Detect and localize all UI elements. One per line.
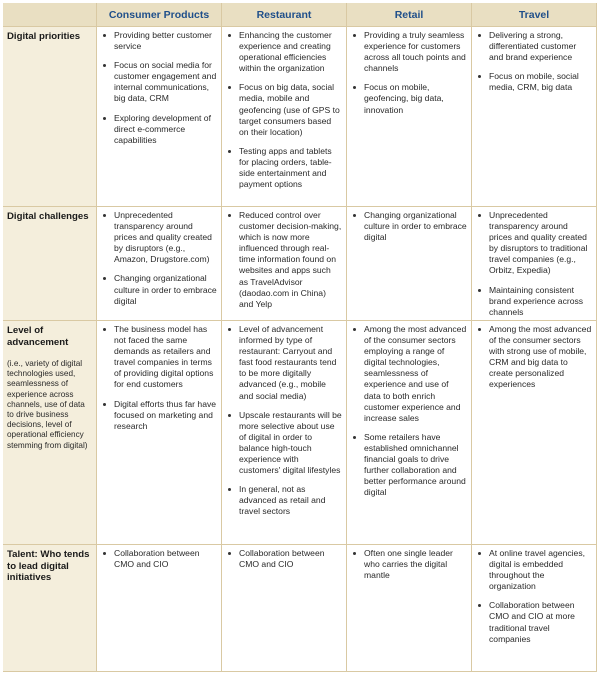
bullet-item: Digital efforts thus far have focused on marketing and research bbox=[101, 399, 217, 432]
table-cell-travel bbox=[472, 321, 597, 545]
bullet-list bbox=[476, 324, 592, 391]
bullet-item: Providing a truly seamless experience for customers across all touch points and channels bbox=[351, 30, 467, 74]
bullet-item: Reduced control over customer decision-making, which is now more influenced through real-time information found on websites and apps such as TravelAdvisor (daodao.com in China) and Yelp bbox=[226, 210, 342, 310]
bullet-item: Delivering a strong, differentiated customer and brand experience bbox=[476, 30, 592, 63]
bullet-item: Focus on big data, social media, mobile and geofencing (use of GPS to target consumers based on their location) bbox=[226, 82, 342, 137]
table-cell-restaurant bbox=[222, 545, 347, 672]
row-title: Digital challenges bbox=[7, 211, 89, 222]
bullet-item: In general, not as advanced as retail and travel sectors bbox=[226, 484, 342, 517]
row-title: Digital priorities bbox=[7, 31, 81, 42]
bullet-item: At online travel agencies, digital is embedded throughout the organization bbox=[476, 548, 592, 592]
table-cell-consumer-products bbox=[97, 27, 222, 207]
table-cell-travel bbox=[472, 545, 597, 672]
table-cell-consumer-products bbox=[97, 207, 222, 321]
bullet-item: Focus on social media for customer engagement and internal communications, big data, CRM bbox=[101, 60, 217, 104]
table-cell-restaurant bbox=[222, 321, 347, 545]
table-corner bbox=[3, 3, 97, 27]
row-header bbox=[3, 321, 97, 545]
table-cell-restaurant bbox=[222, 207, 347, 321]
bullet-item: Exploring development of direct e-commerce capabilities bbox=[101, 113, 217, 146]
bullet-item: Collaboration between CMO and CIO bbox=[101, 548, 217, 570]
bullet-list bbox=[226, 548, 342, 570]
bullet-list bbox=[101, 30, 217, 146]
row-note: (i.e., variety of digital technologies used, seamlessness of experience across channels, use of data to drive business decisions, level of operational efficiency stemming from digital) bbox=[7, 359, 88, 450]
table-cell-consumer-products bbox=[97, 545, 222, 672]
bullet-item: Often one single leader who carries the digital mantle bbox=[351, 548, 467, 581]
bullet-item: Among the most advanced of the consumer sectors employing a range of digital technologies, seamlessness of experience and use of data to both enrich customer experience and increase sales bbox=[351, 324, 467, 424]
bullet-item: Collaboration between CMO and CIO bbox=[226, 548, 342, 570]
bullet-item: Among the most advanced of the consumer sectors with strong use of mobile, CRM and big data to create personalized experiences bbox=[476, 324, 592, 391]
bullet-item: Level of advancement informed by type of restaurant: Carryout and fast food restaurants tend to be more digitally advanced (e.g., mobile and social media) bbox=[226, 324, 342, 402]
bullet-item: Testing apps and tablets for placing orders, table-side entertainment and payment options bbox=[226, 146, 342, 190]
bullet-list bbox=[226, 30, 342, 190]
bullet-item: Maintaining consistent brand experience across channels bbox=[476, 285, 592, 318]
bullet-item: Enhancing the customer experience and creating operational efficiencies within the organization bbox=[226, 30, 342, 74]
bullet-list bbox=[476, 548, 592, 645]
bullet-item: Some retailers have established omnichannel financial goals to drive further collaboration and better performance around digital bbox=[351, 432, 467, 499]
bullet-item: The business model has not faced the same demands as retailers and travel companies in terms of providing digital options for end customers bbox=[101, 324, 217, 391]
row-title: Talent: Who tends to lead digital initiatives bbox=[7, 549, 90, 583]
table-cell-consumer-products bbox=[97, 321, 222, 545]
bullet-item: Changing organizational culture in order to embrace digital bbox=[351, 210, 467, 243]
comparison-table bbox=[3, 3, 597, 672]
bullet-list bbox=[226, 324, 342, 518]
table-cell-restaurant bbox=[222, 27, 347, 207]
bullet-item: Changing organizational culture in order to embrace digital bbox=[101, 273, 217, 306]
bullet-list bbox=[101, 210, 217, 307]
row-header bbox=[3, 545, 97, 672]
table-cell-travel bbox=[472, 27, 597, 207]
table-cell-retail bbox=[347, 207, 472, 321]
bullet-item: Unprecedented transparency around prices and quality created by disruptors (e.g., Amazon, Drugstore.com) bbox=[101, 210, 217, 265]
column-header-restaurant: Restaurant bbox=[222, 3, 347, 27]
bullet-list bbox=[351, 548, 467, 581]
row-header bbox=[3, 27, 97, 207]
bullet-item: Focus on mobile, geofencing, big data, innovation bbox=[351, 82, 467, 115]
column-header-consumer-products: Consumer Products bbox=[97, 3, 222, 27]
bullet-item: Collaboration between CMO and CIO at more traditional travel companies bbox=[476, 600, 592, 644]
bullet-item: Unprecedented transparency around prices and quality created by disruptors to traditional travel companies (e.g., Orbitz, Expedia) bbox=[476, 210, 592, 277]
bullet-list bbox=[101, 548, 217, 570]
bullet-list bbox=[351, 30, 467, 116]
bullet-item: Upscale restaurants will be more selective about use of digital in order to balance high-touch experience with customers' digital lifestyles bbox=[226, 410, 342, 477]
table-cell-retail bbox=[347, 545, 472, 672]
bullet-item: Providing better customer service bbox=[101, 30, 217, 52]
bullet-list bbox=[101, 324, 217, 432]
bullet-list bbox=[476, 30, 592, 93]
bullet-list bbox=[351, 210, 467, 243]
row-title: Level of advancement bbox=[7, 325, 69, 348]
bullet-list bbox=[226, 210, 342, 310]
table-cell-retail bbox=[347, 321, 472, 545]
bullet-item: Focus on mobile, social media, CRM, big data bbox=[476, 71, 592, 93]
row-header bbox=[3, 207, 97, 321]
bullet-list bbox=[476, 210, 592, 318]
table-cell-travel bbox=[472, 207, 597, 321]
table-cell-retail bbox=[347, 27, 472, 207]
column-header-travel: Travel bbox=[472, 3, 597, 27]
column-header-retail: Retail bbox=[347, 3, 472, 27]
bullet-list bbox=[351, 324, 467, 498]
